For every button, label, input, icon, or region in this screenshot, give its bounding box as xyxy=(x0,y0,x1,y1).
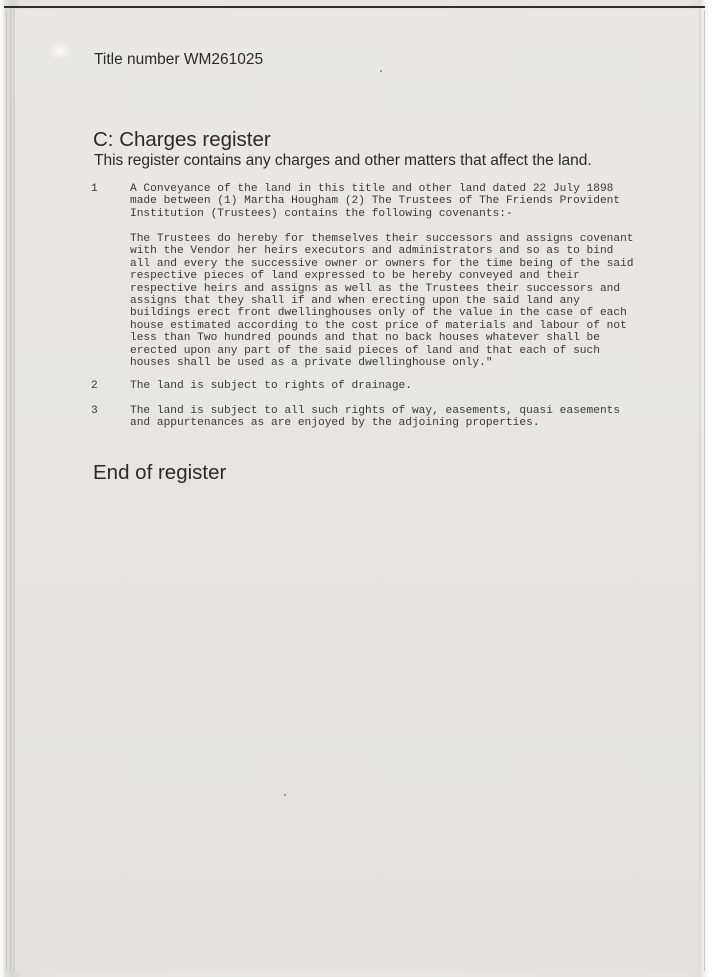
scan-smudge xyxy=(48,42,72,60)
section-description: This register contains any charges and other matters that affect the land. xyxy=(94,152,592,169)
scan-speck xyxy=(284,794,286,796)
end-of-register-heading: End of register xyxy=(93,461,227,484)
entry-covenant-quote: The Trustees do hereby for themselves their successors and assigns covenant with the Vendor her heirs executors and administrators and so as to bind all and every the successive owner or owners for the time being of the said respective pieces of land expressed to be hereby conveyed and their respective heirs and assigns as well as the Trustees their successors and assigns that they shall if and when erecting upon the said land any buildings erect front dwellinghouses only of the value in the case of each house estimated according to the cost price of materials and labour of not less than Two hundred pounds and that no back houses whatever shall be erected upon any part of the said pieces of land and that each of such houses shall be used as a private dwellinghouse only." xyxy=(130,233,634,370)
entry-text: The land is subject to rights of drainage. xyxy=(130,380,412,392)
entry-text: A Conveyance of the land in this title and other land dated 22 July 1898 made between (1) Martha Hougham (2) The Trustees of The Friends Provident Institution (Trustees) contains the following covenants:- xyxy=(130,183,621,220)
entry-number: 2 xyxy=(91,380,98,392)
page-edge-right xyxy=(704,10,705,971)
section-heading: C: Charges register xyxy=(93,128,271,151)
scan-speck xyxy=(380,70,382,72)
entry-text: The land is subject to all such rights of way, easements, quasi easements and appurtenances as are enjoyed by the adjoining properties. xyxy=(130,405,621,430)
page-edge-left xyxy=(6,10,7,971)
scanner-top-edge xyxy=(4,6,705,8)
entry-number: 3 xyxy=(91,405,98,417)
page-edge-left-inner xyxy=(10,10,11,971)
title-number: Title number WM261025 xyxy=(94,51,264,68)
entry-number: 1 xyxy=(91,183,98,195)
